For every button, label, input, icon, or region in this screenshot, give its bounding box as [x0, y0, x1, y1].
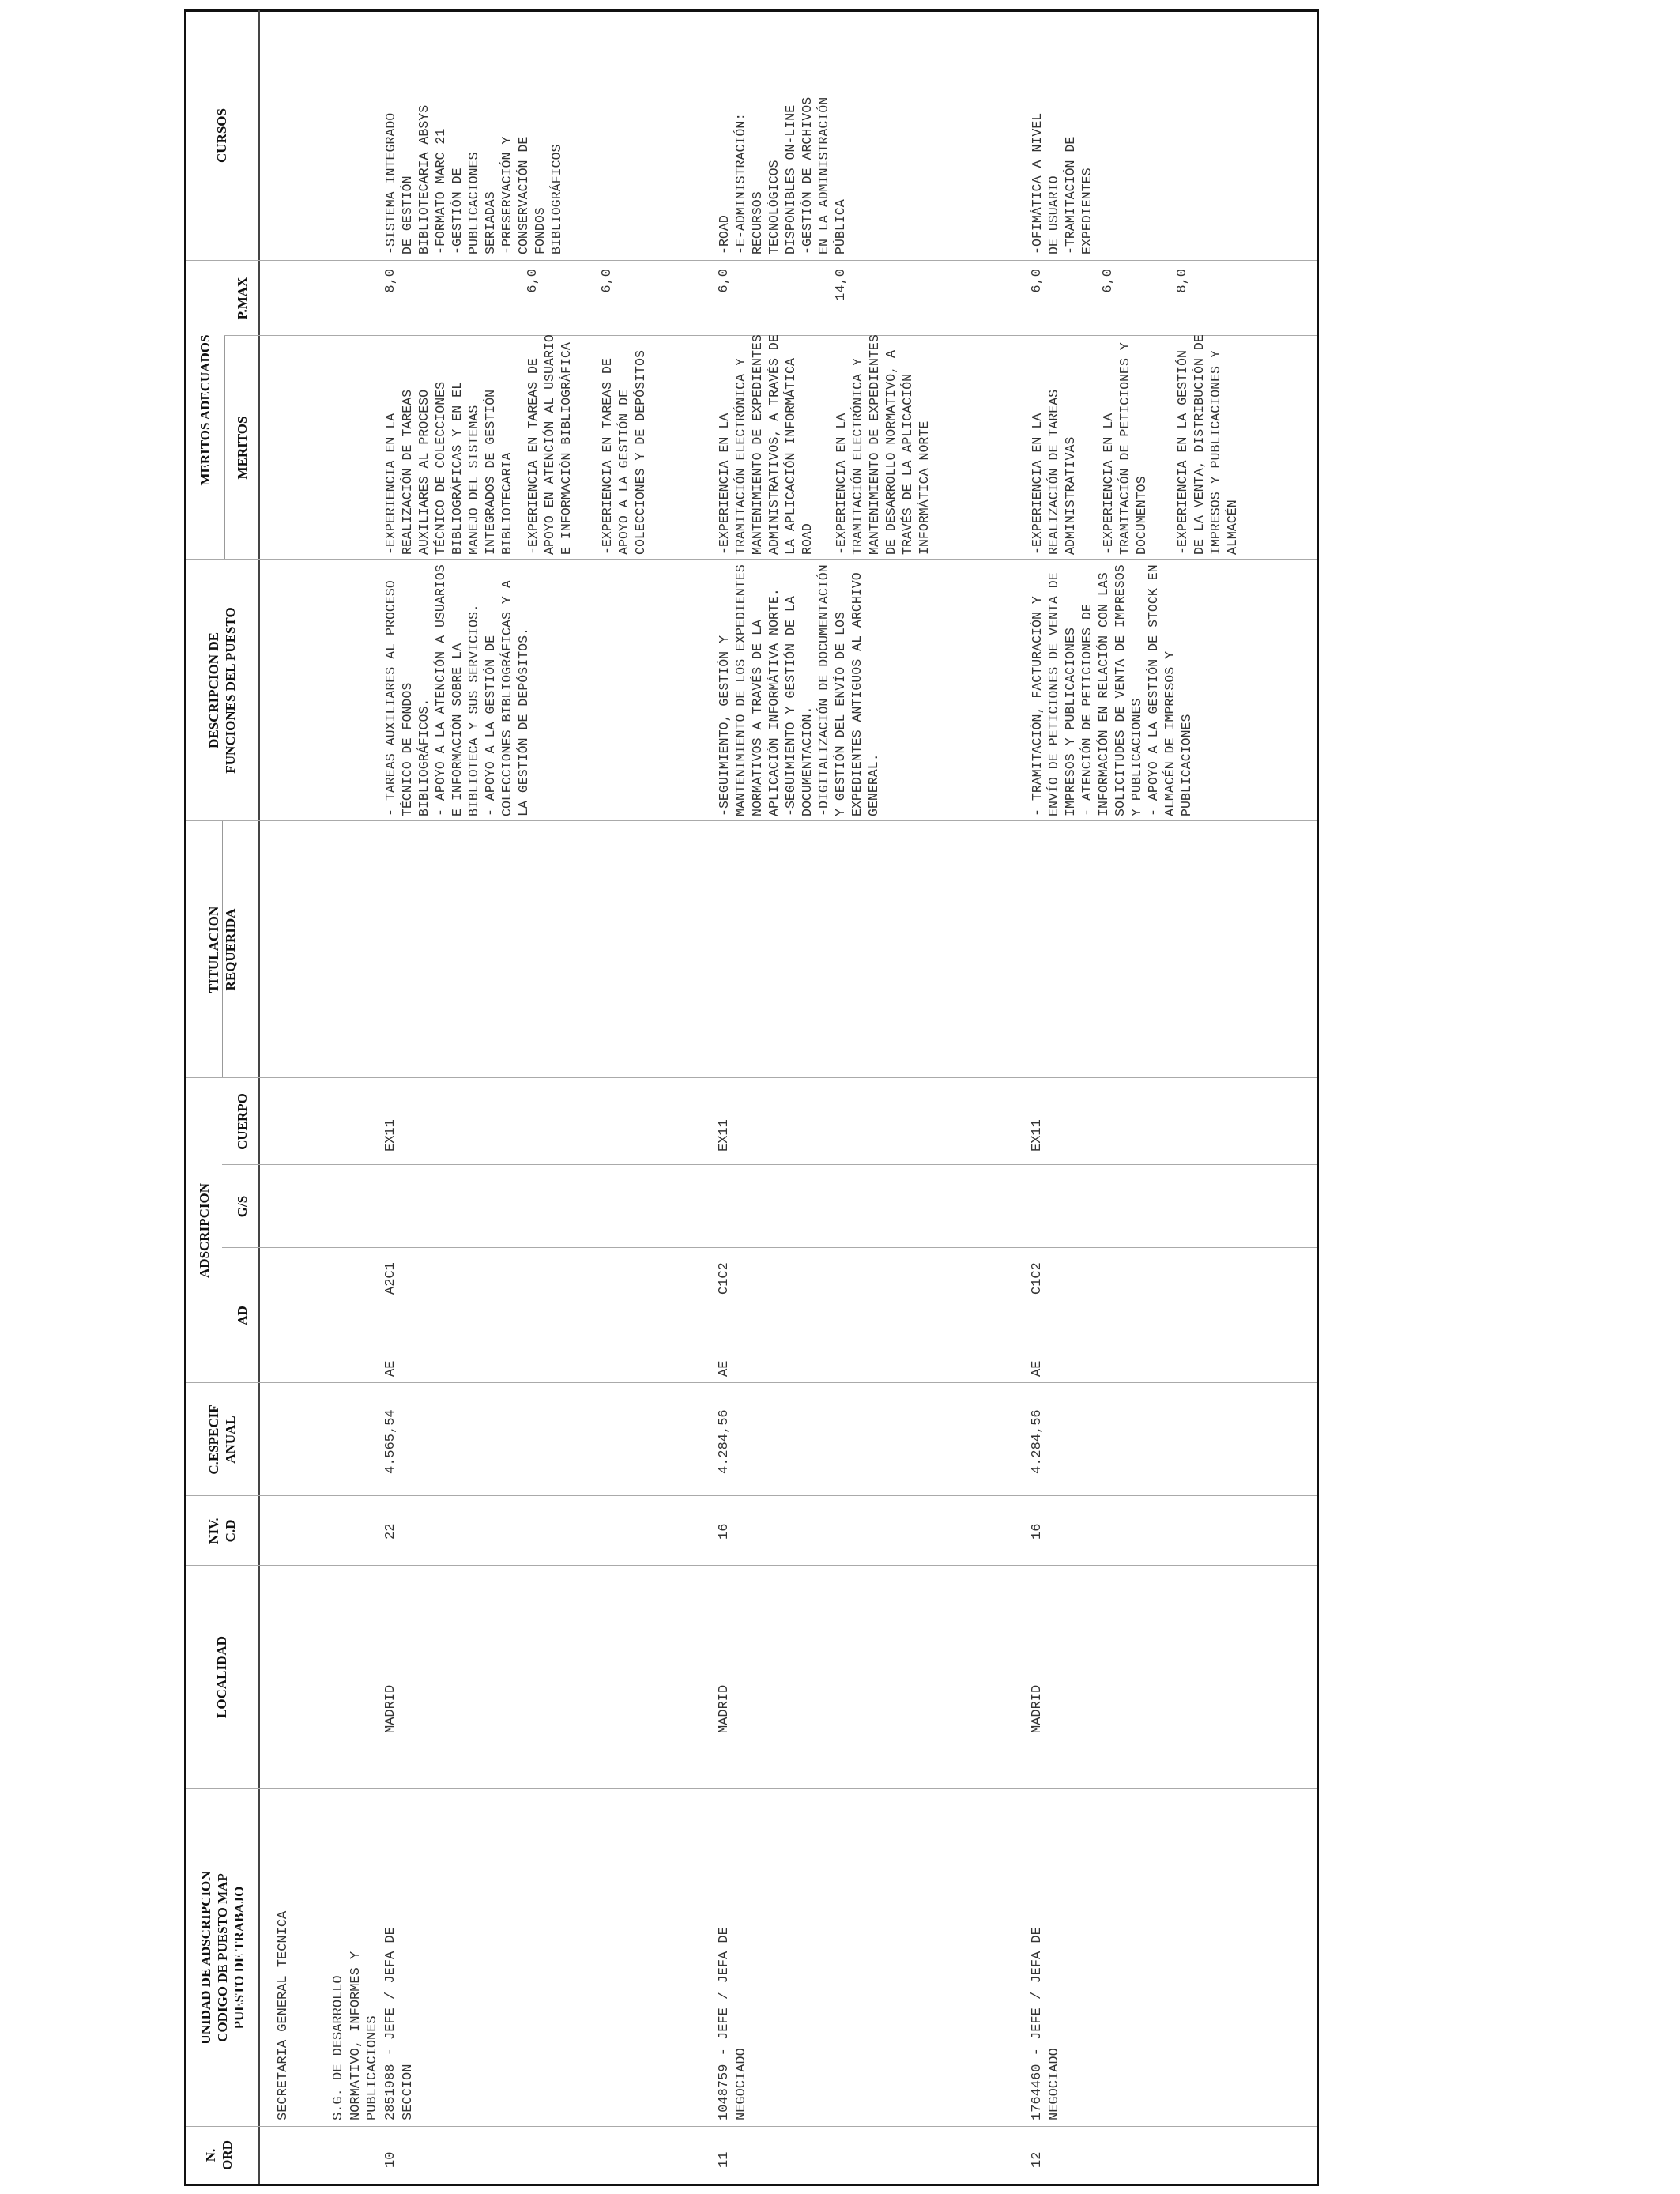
row-localidad: MADRID [383, 1684, 398, 1733]
col-divider [222, 1247, 1317, 1248]
meritos-subheader-rule [224, 336, 225, 560]
row-merito-pmax: 6,0 [600, 269, 615, 293]
row-descripcion: -SEGUIMIENTO, GESTIÓN Y MANTENIMIENTO DE LOS EXPEDIENTES NORMATIVOS A TRAVÉS DE LA APLICACIÓN INFORMÁTIVA NORTE. -SEGUIMIENTO Y GESTIÓN DE LA DOCUMENTACIÓN. -DIGITALIZACIÓN DE DOCUMENTACIÓN Y GESTIÓN DEL ENVÍO DE LOS EXPEDIENTES ANTIGUOS AL ARCHIVO GENERAL. [717, 564, 881, 816]
header-unidad: UNIDAD DE ADSCRIPCION CODIGO DE PUESTO MAP PUESTO DE TRABAJO [198, 1871, 247, 2045]
header-n-ord: N. ORD [203, 2140, 235, 2170]
header-localidad: LOCALIDAD [214, 1636, 229, 1718]
row-descripcion: - TAREAS AUXILIARES AL PROCESO TÉCNICO DE FONDOS BIBLIOGRÁFICOS. - APOYO A LA ATENCIÓN A USUARIOS E INFORMACIÓN SOBRE LA BIBLIOTECA Y SUS SERVICIOS. - APOYO A LA GESTIÓN DE COLECCIONES BIBLIOGRÁFICAS Y A LA GESTIÓN DE DEPÓSITOS. [383, 564, 531, 816]
row-merito-pmax: 6,0 [1030, 269, 1045, 293]
row-ord: 11 [717, 2151, 732, 2168]
row-cuerpo: EX11 [717, 1119, 732, 1152]
header-cuerpo: CUERPO [235, 1093, 250, 1150]
row-cuerpo: EX11 [1030, 1119, 1045, 1152]
unit-title: SECRETARIA GENERAL TECNICA [276, 1910, 291, 2120]
header-pmax: P.MAX [235, 277, 250, 320]
row-merito-pmax: 8,0 [1175, 269, 1190, 293]
col-divider [186, 1495, 1317, 1496]
row-ord: 12 [1030, 2151, 1045, 2168]
row-merito: -EXPERIENCIA EN LA GESTIÓN DE LA VENTA, DISTRIBUCIÓN DE IMPRESOS Y PUBLICACIONES Y ALMACÉN [1175, 334, 1240, 555]
col-divider [186, 260, 1317, 261]
row-cursos: -OFIMÁTICA A NIVEL DE USUARIO -TRAMITACIÓN DE EXPEDIENTES [1030, 112, 1094, 254]
row-merito: -EXPERIENCIA EN TAREAS DE APOYO A LA GESTIÓN DE COLECCIONES Y DE DEPÓSITOS [600, 350, 648, 555]
col-divider [186, 1077, 1317, 1078]
header-descripcion: DESCRIPCION DE FUNCIONES DEL PUESTO [206, 607, 238, 774]
row-ord: 10 [383, 2151, 398, 2168]
row-merito-pmax: 6,0 [525, 269, 541, 293]
job-positions-table [184, 9, 1319, 2186]
row-merito-pmax: 6,0 [717, 269, 732, 293]
row-merito: -EXPERIENCIA EN LA TRAMITACIÓN DE PETICIONES Y DOCUMENTOS [1101, 342, 1149, 555]
row-c-especif: 4.284,56 [717, 1409, 732, 1474]
row-descripcion: - TRAMITACIÓN, FACTURACIÓN Y ENVÍO DE PETICIONES DE VENTA DE IMPRESOS Y PUBLICACIONES - ATENCIÓN DE PETICIONES DE INFORMACIÓN EN RELACIÓN CON LAS SOLICITUDES DE VENTA DE IMPRESOS Y PUBLICACIONES - APOYO A LA GESTIÓN DE STOCK EN ALMACÉN DE IMPRESOS Y PUBLICACIONES [1030, 564, 1194, 816]
row-gs: C1C2 [1030, 1262, 1045, 1295]
header-separator [258, 10, 260, 2184]
row-merito: -EXPERIENCIA EN LA TRAMITACIÓN ELECTRÓNICA Y MANTENIMIENTO DE EXPEDIENTES DE DESARROLLO NORMATIVO, A TRAVÉS DE LA APLICACIÓN INFORMÁTICA NORTE [834, 334, 932, 555]
row-merito: -EXPERIENCIA EN LA REALIZACIÓN DE TAREAS AUXILIARES AL PROCESO TÉCNICO DE COLECCIONES BIBLIOGRÁFICAS Y EN EL MANEJO DEL SISTEMAS INTEGRADOS DE GESTIÓN BIBLIOTECARIA [383, 381, 514, 555]
col-divider [186, 1565, 1317, 1566]
row-merito: -EXPERIENCIA EN TAREAS DE APOYO EN ATENCIÓN AL USUARIO E INFORMACIÓN BIBLIOGRÁFICA [525, 334, 574, 555]
row-puesto: 1764460 - JEFE / JEFA DE NEGOCIADO [1030, 1927, 1062, 2120]
row-nivel: 16 [717, 1523, 732, 1540]
row-cursos: -SISTEMA INTEGRADO DE GESTIÓN BIBLIOTECARIA ABSYS -FORMATO MARC 21 -GESTIÓN DE PUBLICACIONES SERIADAS -PRESERVACIÓN Y CONSERVACIÓN DE FONDOS BIBLIOGRÁFICOS [383, 104, 564, 254]
col-divider [222, 1164, 1317, 1165]
row-gs: A2C1 [383, 1262, 398, 1295]
row-nivel: 22 [383, 1523, 398, 1540]
header-niv-cd: NIV. C.D [206, 1517, 238, 1544]
row-merito: -EXPERIENCIA EN LA REALIZACIÓN DE TAREAS ADMINISTRATIVAS [1030, 389, 1078, 555]
row-cursos: -ROAD -E-ADMINISTRACIÓN: RECURSOS TECNOLÓGICOS DISPONIBLES ON-LINE -GESTIÓN DE ARCHIVOS EN LA ADMINISTRACIÓN PÚBLICA [717, 96, 848, 254]
header-titulacion: TITULACION REQUERIDA [206, 906, 238, 993]
header-cursos: CURSOS [214, 108, 229, 163]
col-divider [186, 820, 1317, 821]
header-gs: G/S [235, 1195, 250, 1218]
header-ad: AD [235, 1306, 250, 1325]
row-ad: AE [383, 1360, 398, 1377]
row-cuerpo: EX11 [383, 1119, 398, 1152]
subunit-title: S.G. DE DESARROLLO NORMATIVO, INFORMES Y PUBLICACIONES [331, 1951, 380, 2120]
row-localidad: MADRID [717, 1684, 732, 1733]
header-meritos-adecuados: MERITOS ADECUADOS [198, 334, 213, 486]
row-merito-pmax: 14,0 [834, 269, 849, 301]
row-ad: AE [717, 1360, 732, 1377]
row-c-especif: 4.284,56 [1030, 1409, 1045, 1474]
row-gs: C1C2 [717, 1262, 732, 1295]
row-merito: -EXPERIENCIA EN LA TRAMITACIÓN ELECTRÓNICA Y MANTENIMIENTO DE EXPEDIENTES ADMINISTRATIVOS, A TRAVÉS DE LA APLICACIÓN INFORMÁTICA ROAD [717, 334, 815, 555]
row-localidad: MADRID [1030, 1684, 1045, 1733]
row-c-especif: 4.565,54 [383, 1409, 398, 1474]
row-merito-pmax: 6,0 [1101, 269, 1116, 293]
col-divider [186, 1382, 1317, 1383]
header-c-especif: C.ESPECIF ANUAL [206, 1404, 238, 1475]
row-puesto: 2851988 - JEFE / JEFA DE SECCION [383, 1927, 416, 2120]
header-meritos: MERITOS [235, 416, 250, 480]
row-nivel: 16 [1030, 1523, 1045, 1540]
row-puesto: 1048759 - JEFE / JEFA DE NEGOCIADO [717, 1927, 749, 2120]
header-adscripcion: ADSCRIPCION [197, 1183, 212, 1278]
col-divider [186, 559, 1317, 560]
col-divider [186, 1788, 1317, 1789]
row-merito-pmax: 8,0 [383, 269, 398, 293]
row-ad: AE [1030, 1360, 1045, 1377]
col-divider [186, 2126, 1317, 2127]
